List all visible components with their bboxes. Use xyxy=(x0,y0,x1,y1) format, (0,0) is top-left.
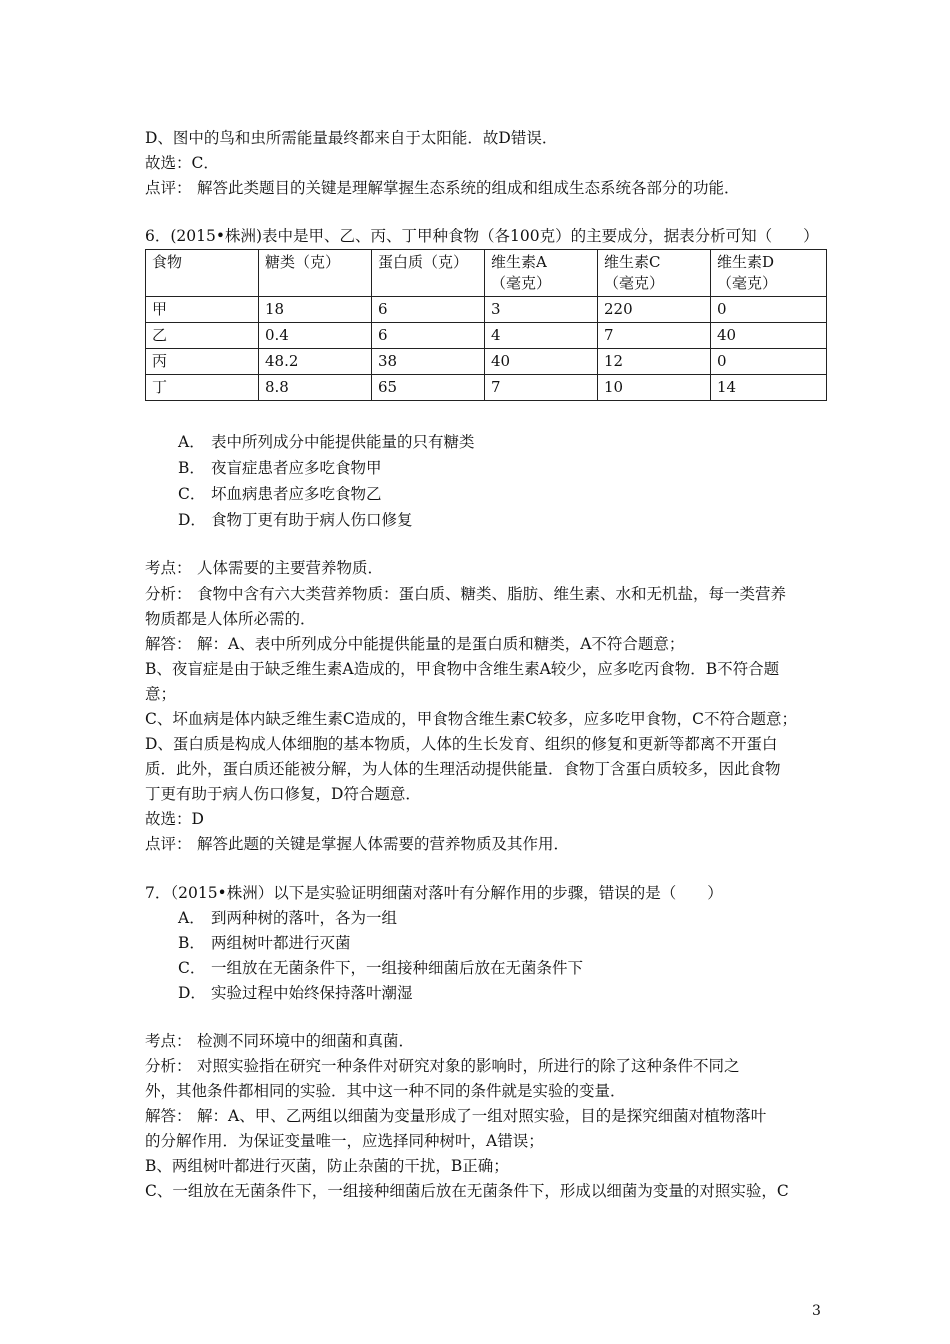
option-b: B． 两组树叶都进行灭菌 xyxy=(178,934,351,952)
table-cell: 48.2 xyxy=(259,349,372,375)
fenxi-line: 外，其他条件都相同的实验．其中这一种不同的条件就是实验的变量． xyxy=(145,1082,626,1100)
table-cell: 4 xyxy=(485,323,598,349)
table-row xyxy=(146,349,827,375)
table-cell: 10 xyxy=(598,375,711,401)
table-cell: 3 xyxy=(485,297,598,323)
question-6-stem: 6．(2015•株洲)表中是甲、乙、丙、丁甲种食物（各100克）的主要成分，据表分析可知（ ） xyxy=(145,227,819,245)
table-header-cell: 维生素A （毫克） xyxy=(485,250,598,297)
table-cell: 14 xyxy=(711,375,827,401)
review-line: 点评： 解答此题的关键是掌握人体需要的营养物质及其作用． xyxy=(145,835,570,853)
table-cell: 38 xyxy=(372,349,485,375)
food-nutrient-table xyxy=(145,249,827,401)
jieda-line: 意； xyxy=(145,685,177,703)
jieda-line: B、两组树叶都进行灭菌，防止杂菌的干扰，B正确； xyxy=(145,1157,509,1175)
review-text: 解答此类题目的关键是理解掌握生态系统的组成和组成生态系统各部分的功能． xyxy=(197,179,740,197)
jieda-line: B、夜盲症是由于缺乏维生素A造成的，甲食物中含维生素A较少，应多吃丙食物．B不符合题 xyxy=(145,660,780,678)
option-c: C． 坏血病患者应多吃食物乙 xyxy=(178,485,382,503)
fenxi-line: 分析： 对照实验指在研究一种条件对研究对象的影响时，所进行的除了这种条件不同之 xyxy=(145,1057,740,1075)
table-header-cell: 维生素D （毫克） xyxy=(711,250,827,297)
table-header-cell: 维生素C （毫克） xyxy=(598,250,711,297)
table-cell: 7 xyxy=(485,375,598,401)
kaodian-line: 考点： 检测不同环境中的细菌和真菌． xyxy=(145,1032,415,1050)
option-a: A． 到两种树的落叶，各为一组 xyxy=(178,909,398,927)
fenxi-line: 物质都是人体所必需的． xyxy=(145,610,316,628)
table-header-row xyxy=(146,250,827,297)
table-cell: 0 xyxy=(711,349,827,375)
option-b: B． 夜盲症患者应多吃食物甲 xyxy=(178,459,382,477)
option-d: D． 食物丁更有助于病人伤口修复 xyxy=(178,511,413,529)
option-c: C． 一组放在无菌条件下，一组接种细菌后放在无菌条件下 xyxy=(178,959,584,977)
table-cell: 220 xyxy=(598,297,711,323)
table-cell: 6 xyxy=(372,297,485,323)
jieda-line: 解答： 解：A、甲、乙两组以细菌为变量形成了一组对照实验，目的是探究细菌对植物落叶 xyxy=(145,1107,767,1125)
table-cell: 丙 xyxy=(146,349,259,375)
jieda-line: 丁更有助于病人伤口修复，D符合题意． xyxy=(145,785,421,803)
jieda-line: C、一组放在无菌条件下，一组接种细菌后放在无菌条件下，形成以细菌为变量的对照实验，C xyxy=(145,1182,789,1200)
table-header-cell: 蛋白质（克） xyxy=(372,250,485,297)
jieda-line: 质．此外，蛋白质还能被分解，为人体的生理活动提供能量．食物丁含蛋白质较多，因此食物 xyxy=(145,760,781,778)
jieda-line: D、蛋白质是构成人体细胞的基本物质，人体的生长发育、组织的修复和更新等都离不开蛋白 xyxy=(145,735,778,753)
table-cell: 0 xyxy=(711,297,827,323)
jieda-line: 的分解作用．为保证变量唯一，应选择同种树叶，A错误； xyxy=(145,1132,544,1150)
table-row xyxy=(146,297,827,323)
table-row xyxy=(146,323,827,349)
table-header-cell: 糖类（克） xyxy=(259,250,372,297)
review-line xyxy=(145,177,740,199)
table-cell: 7 xyxy=(598,323,711,349)
text-line: D、图中的鸟和虫所需能量最终都来自于太阳能．故D错误． xyxy=(145,129,558,147)
option-d: D． 实验过程中始终保持落叶潮湿 xyxy=(178,984,413,1002)
table-cell: 8.8 xyxy=(259,375,372,401)
table-cell: 18 xyxy=(259,297,372,323)
table-cell: 甲 xyxy=(146,297,259,323)
table-header-cell: 食物 xyxy=(146,250,259,297)
table-cell: 0.4 xyxy=(259,323,372,349)
fenxi-line: 分析： 食物中含有六大类营养物质：蛋白质、糖类、脂肪、维生素、水和无机盐，每一类营养 xyxy=(145,585,787,603)
table-cell: 乙 xyxy=(146,323,259,349)
table-cell: 丁 xyxy=(146,375,259,401)
answer-line: 故选：D xyxy=(145,810,204,828)
table-cell: 65 xyxy=(372,375,485,401)
page-number: 3 xyxy=(812,1303,821,1319)
jieda-line: 解答： 解：A、表中所列成分中能提供能量的是蛋白质和糖类，A不符合题意； xyxy=(145,635,685,653)
option-a: A． 表中所列成分中能提供能量的只有糖类 xyxy=(178,433,475,451)
kaodian-line: 考点： 人体需要的主要营养物质． xyxy=(145,559,384,577)
table-cell: 6 xyxy=(372,323,485,349)
table-cell: 40 xyxy=(485,349,598,375)
table-row xyxy=(146,375,827,401)
review-label: 点评： xyxy=(145,179,192,197)
table-cell: 40 xyxy=(711,323,827,349)
table-cell: 12 xyxy=(598,349,711,375)
question-7-stem: 7．（2015•株洲）以下是实验证明细菌对落叶有分解作用的步骤，错误的是（ ） xyxy=(145,884,723,902)
answer-line: 故选：C． xyxy=(145,154,219,172)
jieda-line: C、坏血病是体内缺乏维生素C造成的，甲食物含维生素C较多，应多吃甲食物，C不符合题意； xyxy=(145,710,797,728)
